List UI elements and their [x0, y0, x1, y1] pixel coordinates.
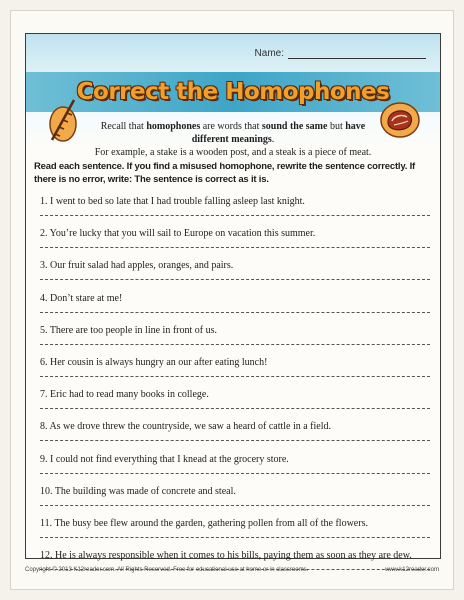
- sentence-item: [36, 420, 430, 452]
- sentence-text: 1. I went to bed so late that I had trouble falling asleep last knight.: [40, 196, 305, 207]
- name-field: [255, 48, 426, 59]
- answer-line[interactable]: [40, 376, 430, 377]
- sentence-item: [36, 356, 430, 388]
- answer-line[interactable]: [40, 279, 430, 280]
- sentence-list: [36, 195, 430, 581]
- sentence-text: 11. The busy bee flew around the garden, gathering pollen from all of the flowers.: [40, 517, 368, 529]
- answer-line[interactable]: [40, 537, 430, 538]
- sentence-item: [36, 259, 430, 291]
- footer-site-link[interactable]: www.k12reader.com: [384, 567, 439, 573]
- intro-line-1: Recall that homophones are words that sound the same but have different meanings.: [100, 121, 366, 145]
- sentence-item: [36, 517, 430, 549]
- sentence-item: [36, 485, 430, 517]
- intro-line-2: For example, a stake is a wooden post, and a steak is a piece of meat.: [94, 147, 372, 158]
- sentence-text: 2. You’re lucky that you will sail to Europe on vacation this summer.: [40, 228, 316, 240]
- answer-line[interactable]: [40, 440, 430, 441]
- sentence-text: 5. There are too people in line in front of us.: [40, 324, 217, 336]
- answer-line[interactable]: [40, 215, 430, 216]
- sentence-item: [36, 292, 430, 324]
- sentence-text: 9. I could not find everything that I knead at the grocery store.: [40, 453, 289, 465]
- worksheet-page: [10, 10, 454, 590]
- sentence-text: 3. Our fruit salad had apples, oranges, and pairs.: [40, 260, 234, 272]
- sentence-text: 4. Don’t stare at me!: [40, 292, 123, 304]
- sentence-item: [36, 324, 430, 356]
- steak-icon: [378, 100, 422, 140]
- page-title: Correct the Homophones: [76, 79, 390, 105]
- sentence-item: [36, 227, 430, 259]
- answer-line[interactable]: [40, 344, 430, 345]
- sentence-text: 8. As we drove threw the countryside, we saw a heard of cattle in a field.: [40, 421, 332, 433]
- answer-line[interactable]: [40, 408, 430, 409]
- name-line: [288, 48, 426, 59]
- worksheet-frame: [25, 33, 441, 562]
- stake-icon: [46, 94, 80, 146]
- answer-line[interactable]: [40, 247, 430, 248]
- intro-text: [90, 120, 376, 159]
- sentence-text: 7. Eric had to read many books in college.: [40, 389, 209, 401]
- answer-line[interactable]: [40, 473, 430, 474]
- answer-line[interactable]: [40, 312, 430, 313]
- footer-copyright: Copyright © 2013 K12reader.com. All Rights Reserved. Free for educational use at home or in classrooms.: [25, 567, 309, 573]
- sentence-text: 10. The building was made of concrete and steal.: [40, 485, 236, 497]
- instructions: Read each sentence. If you find a misused homophone, rewrite the sentence correctly. If there is no error, write: The sentence is correct as it is.: [34, 161, 416, 185]
- sentence-text: 6. Her cousin is always hungry an our after eating lunch!: [40, 356, 268, 368]
- sentence-item: [36, 388, 430, 420]
- sentence-item: [36, 453, 430, 485]
- sentence-item: [36, 195, 430, 227]
- sentence-item: [36, 549, 430, 581]
- answer-line[interactable]: [40, 505, 430, 506]
- name-label: Name:: [254, 48, 284, 59]
- sentence-text: 12. He is always responsible when it comes to his bills, paying them as soon as they are dew.: [40, 550, 412, 562]
